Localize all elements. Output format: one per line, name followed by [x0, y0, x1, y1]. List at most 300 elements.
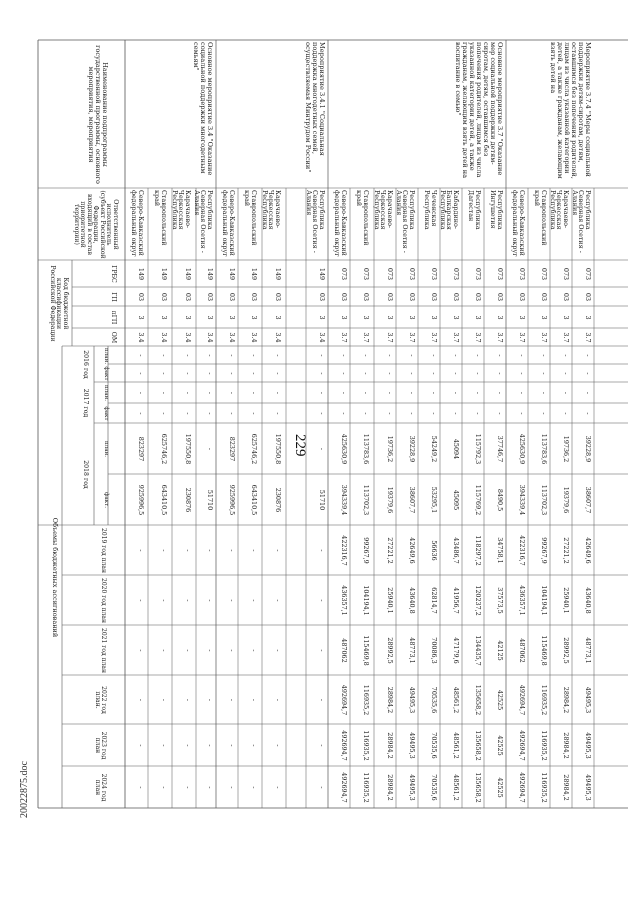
- table-cell-p2017: -: [362, 391, 370, 395]
- table-cell-region: Республика Северная Осетия - Алания: [394, 190, 416, 253]
- table-cell-gp: 03: [228, 292, 236, 302]
- header-code-group: Код бюджетной классификации Российской Федерации: [49, 265, 69, 342]
- table-cell-p2018: 425630,9: [518, 433, 526, 465]
- table-cell-p2018: 19736,2: [386, 435, 394, 463]
- table-cell-f2018: 230876: [274, 487, 282, 513]
- table-cell-y2024: -: [206, 786, 214, 789]
- section-name: Мероприятие 3.4.1 "Социальная поддержка многодетных семей, осуществляемая Минтрудом России": [304, 42, 326, 173]
- table-cell-f2016: -: [518, 372, 526, 375]
- table-cell-y2024: -: [184, 786, 192, 789]
- table-cell-region: Республика Северная Осетия - Алания: [570, 190, 592, 253]
- table-cell-pgp: 3: [184, 315, 192, 320]
- table-cell-y2021: 28992,5: [562, 637, 570, 664]
- table-cell-y2024: -: [160, 786, 168, 789]
- table-cell-pgp: 3: [206, 315, 214, 320]
- table-cell-y2023: -: [137, 744, 145, 747]
- header-year-2021: 2021 год план: [100, 628, 107, 673]
- table-cell-f2018: 8490,5: [496, 488, 504, 512]
- table-cell-p2016: -: [540, 354, 548, 357]
- table-cell-y2020: 43640,8: [584, 587, 592, 614]
- table-cell-grbs: 073: [430, 267, 438, 281]
- table-cell-y2023: 116935,2: [362, 730, 370, 761]
- table-cell-y2020: -: [206, 599, 214, 602]
- table-cell-pgp: 3: [540, 315, 548, 320]
- table-cell-p2017: -: [496, 391, 504, 395]
- table-cell-om: 3.7: [540, 332, 548, 343]
- table-cell-gp: 03: [430, 292, 438, 302]
- table-cell-y2023: -: [184, 744, 192, 747]
- table-cell-f2016: -: [584, 372, 592, 375]
- table-cell-y2023: -: [274, 744, 282, 747]
- table-cell-p2018: 625746,2: [160, 433, 168, 465]
- table-cell-p2018: 823297: [137, 436, 145, 462]
- table-cell-y2019: -: [184, 549, 192, 552]
- table-cell-grbs: 149: [318, 267, 326, 281]
- table-cell-p2016: -: [340, 354, 348, 357]
- table-cell-grbs: 149: [228, 267, 236, 281]
- table-cell-grbs: 073: [518, 267, 526, 281]
- table-cell-y2022: -: [250, 698, 258, 702]
- table-cell-gp: 03: [540, 292, 548, 302]
- table-cell-y2020: -: [250, 599, 258, 602]
- table-cell-p2017: -: [137, 391, 145, 395]
- table-cell-y2021: -: [250, 649, 258, 652]
- table-cell-y2019: 43486,7: [452, 537, 460, 564]
- table-cell-y2022: 116935,2: [540, 684, 548, 716]
- table-cell-p2017: -: [228, 391, 236, 395]
- header-code-gp: ГП: [110, 292, 117, 302]
- table-cell-om: 3.7: [340, 332, 348, 343]
- table-cell-om: 3.4: [160, 332, 168, 343]
- table-cell-p2016: -: [184, 354, 192, 357]
- table-cell-gp: 03: [362, 292, 370, 302]
- table-cell-f2016: -: [474, 372, 482, 375]
- table-cell-p2018: 425630,9: [340, 433, 348, 465]
- table-cell-region: Ставропольский край: [355, 190, 370, 246]
- table-cell-y2021: 47179,6: [452, 637, 460, 664]
- table-cell-grbs: 073: [340, 267, 348, 281]
- table-cell-p2016: -: [160, 354, 168, 357]
- table-cell-y2019: 27221,2: [386, 537, 394, 564]
- table-cell-pgp: 3: [362, 315, 370, 320]
- table-cell-y2019: -: [250, 549, 258, 552]
- header-volume-group: Объемы бюджетных ассигнований: [51, 517, 59, 638]
- header-code-grbs: ГРБС: [110, 265, 117, 283]
- table-cell-p2016: -: [362, 354, 370, 357]
- table-cell-y2023: 28984,2: [386, 732, 394, 759]
- table-cell-pgp: 3: [584, 315, 592, 320]
- table-cell-y2019: 56636: [430, 540, 438, 561]
- table-cell-f2018: 230876: [184, 487, 192, 513]
- table-cell-f2017: -: [274, 412, 282, 415]
- table-cell-om: 3.7: [562, 332, 570, 343]
- table-cell-f2018: 925996,5: [228, 484, 236, 516]
- table-cell-y2022: 49495,3: [408, 686, 416, 714]
- header-plan-2016: план.: [103, 348, 109, 365]
- table-cell-f2017: -: [160, 412, 168, 415]
- table-cell-region: Республика Северная Осетия - Алания: [304, 190, 326, 253]
- table-cell-f2018: 38607,7: [584, 486, 592, 514]
- table-cell-region: Северо-Кавказский федеральный округ: [511, 190, 526, 257]
- table-cell-y2024: 42525: [496, 777, 504, 798]
- table-cell-p2018: 37746,7: [496, 435, 504, 463]
- header-year-2018: 2018 год: [82, 460, 89, 489]
- table-cell-f2016: -: [362, 372, 370, 375]
- table-cell-y2022: -: [274, 698, 282, 702]
- table-cell-grbs: 073: [362, 267, 370, 281]
- table-cell-p2017: -: [250, 391, 258, 395]
- table-cell-f2017: -: [430, 412, 438, 415]
- table-cell-y2019: 118297,2: [474, 535, 482, 566]
- table-cell-region: Северо-Кавказский федеральный округ: [130, 190, 145, 257]
- table-cell-pgp: 3: [430, 315, 438, 320]
- table-cell-grbs: 073: [408, 267, 416, 281]
- table-cell-region: Ставропольский край: [243, 190, 258, 246]
- table-cell-grbs: 149: [184, 267, 192, 281]
- table-cell-y2019: -: [274, 549, 282, 552]
- header-code-om: ОМ: [110, 331, 117, 344]
- table-cell-region: Кабардино-Балкарская Республика: [438, 190, 460, 230]
- table-cell-p2016: -: [206, 354, 214, 357]
- table-cell-y2024: 492694,7: [518, 772, 526, 803]
- table-cell-f2017: -: [184, 412, 192, 415]
- table-cell-pgp: 3: [474, 315, 482, 320]
- table-cell-f2017: -: [318, 412, 326, 415]
- table-cell-y2022: -: [137, 698, 145, 702]
- table-cell-y2020: -: [160, 599, 168, 602]
- table-cell-f2017: -: [340, 412, 348, 415]
- table-cell-y2019: 422316,7: [340, 535, 348, 566]
- table-cell-region: Республика Северная Осетия - Алания: [192, 190, 214, 253]
- table-cell-f2017: -: [562, 412, 570, 415]
- table-cell-f2018: 53295,1: [430, 486, 438, 514]
- section-name: Мероприятие 3.7.4 "Меры социальной поддержки детям-сиротам, детям, оставшимся без попечения родителей, лицам из числа указанной категории детей, а также гражданам, желающим взять детей на: [549, 42, 592, 179]
- table-cell-f2018: 51710: [318, 489, 326, 511]
- table-cell-y2023: 70535,6: [430, 732, 438, 759]
- table-cell-y2022: 42525: [496, 689, 504, 711]
- table-cell-y2020: 104194,1: [540, 585, 548, 616]
- table-cell-gp: 03: [318, 292, 326, 302]
- table-cell-region: Северо-Кавказский федеральный округ: [221, 190, 236, 257]
- table-cell-region: Северо-Кавказский федеральный округ: [333, 190, 348, 257]
- table-cell-gp: 03: [452, 292, 460, 302]
- table-cell-om: 3.4: [228, 332, 236, 343]
- table-cell-grbs: 149: [160, 267, 168, 281]
- table-cell-pgp: 3: [340, 315, 348, 320]
- table-cell-gp: 03: [184, 292, 192, 302]
- table-cell-y2023: -: [228, 744, 236, 747]
- table-cell-f2016: -: [160, 372, 168, 375]
- table-cell-om: 3.7: [362, 332, 370, 343]
- table-cell-y2020: 436357,1: [518, 585, 526, 616]
- table-cell-f2017: -: [584, 412, 592, 415]
- table-cell-y2024: 116935,2: [362, 772, 370, 803]
- header-year-2020: 2020 год план: [100, 578, 107, 623]
- table-cell-f2016: -: [228, 372, 236, 375]
- table-cell-pgp: 3: [137, 315, 145, 320]
- table-cell-region: Карачаево-Черкесская Республика: [372, 190, 394, 230]
- table-cell-y2021: 70086,3: [430, 637, 438, 664]
- table-cell-y2020: -: [318, 599, 326, 602]
- table-cell-grbs: 073: [452, 267, 460, 281]
- table-cell-y2022: 116935,2: [362, 684, 370, 716]
- table-cell-f2016: -: [496, 372, 504, 375]
- table-cell-y2022: 28984,2: [562, 686, 570, 714]
- table-cell-grbs: 149: [137, 267, 145, 281]
- table-cell-p2017: -: [562, 391, 570, 395]
- table-cell-p2016: -: [474, 354, 482, 357]
- table-cell-y2024: 28984,2: [562, 774, 570, 801]
- table-cell-y2019: -: [160, 549, 168, 552]
- table-cell-y2019: -: [318, 549, 326, 552]
- table-cell-pgp: 3: [562, 315, 570, 320]
- table-cell-p2017: -: [540, 391, 548, 395]
- table-cell-y2022: -: [184, 698, 192, 702]
- table-cell-y2024: -: [137, 786, 145, 789]
- table-cell-y2024: 116935,2: [540, 772, 548, 803]
- table-cell-y2023: 492694,7: [518, 730, 526, 761]
- table-cell-f2016: -: [540, 372, 548, 375]
- table-cell-f2017: -: [362, 412, 370, 415]
- table-cell-p2018: 19736,2: [562, 435, 570, 463]
- table-cell-om: 3.4: [274, 332, 282, 343]
- table-cell-p2018: 197550,8: [184, 433, 192, 465]
- table-cell-p2017: -: [340, 391, 348, 395]
- table-cell-f2018: 19379,6: [386, 486, 394, 514]
- table-cell-y2023: -: [206, 744, 214, 747]
- table-cell-y2019: -: [137, 549, 145, 552]
- table-cell-y2020: -: [228, 599, 236, 602]
- table-cell-pgp: 3: [386, 315, 394, 320]
- table-cell-y2021: 134435,7: [474, 635, 482, 666]
- table-cell-grbs: 073: [386, 267, 394, 281]
- table-cell-p2016: -: [562, 354, 570, 357]
- table-cell-y2020: 37573,5: [496, 587, 504, 614]
- table-cell-gp: 03: [206, 292, 214, 302]
- table-cell-y2023: 135658,2: [474, 730, 482, 761]
- table-cell-pgp: 3: [318, 315, 326, 320]
- table-cell-p2018: 54249,2: [430, 435, 438, 463]
- table-cell-region: Ставропольский край: [153, 190, 168, 246]
- table-cell-y2022: 492694,7: [340, 684, 348, 716]
- table-cell-f2018: 394339,4: [340, 484, 348, 516]
- table-cell-p2018: 39228,9: [584, 435, 592, 463]
- table-cell-y2020: 43640,8: [408, 587, 416, 614]
- header-fact-2017: факт: [103, 406, 109, 421]
- table-cell-f2016: -: [250, 372, 258, 375]
- table-cell-grbs: 073: [562, 267, 570, 281]
- table-cell-y2019: 27221,2: [562, 537, 570, 564]
- table-cell-f2016: -: [137, 372, 145, 375]
- table-cell-region: Карачаево-Черкесская Республика: [548, 190, 570, 230]
- table-cell-region: Республика Ингушетия: [489, 190, 504, 230]
- table-cell-f2017: -: [518, 412, 526, 415]
- table-cell-region: Ставропольский край: [533, 190, 548, 246]
- table-cell-p2018: 625746,2: [250, 433, 258, 465]
- table-cell-grbs: 073: [474, 267, 482, 281]
- table-cell-y2020: -: [274, 599, 282, 602]
- table-cell-f2018: 113702,3: [362, 484, 370, 516]
- table-cell-y2024: 492694,7: [340, 772, 348, 803]
- table-cell-f2018: 925996,5: [137, 484, 145, 516]
- table-cell-om: 3.7: [518, 332, 526, 343]
- table-cell-om: 3.7: [474, 332, 482, 343]
- table-cell-gp: 03: [584, 292, 592, 302]
- table-cell-y2019: 34758,1: [496, 537, 504, 564]
- table-cell-y2022: 492694,7: [518, 684, 526, 716]
- table-cell-pgp: 3: [518, 315, 526, 320]
- table-cell-om: 3.4: [206, 332, 214, 343]
- table-cell-f2017: -: [228, 412, 236, 415]
- table-cell-p2017: -: [274, 391, 282, 395]
- table-cell-region: Карачаево-Черкесская Республика: [260, 190, 282, 230]
- table-cell-y2020: 120237,2: [474, 585, 482, 616]
- table-cell-p2017: -: [474, 391, 482, 395]
- table-cell-gp: 03: [562, 292, 570, 302]
- table-cell-y2024: -: [274, 786, 282, 789]
- header-year-2023: 2023 год план: [93, 731, 107, 760]
- table-cell-y2023: 492694,7: [340, 730, 348, 761]
- table-cell-y2020: 41956,7: [452, 587, 460, 614]
- table-cell-p2016: -: [452, 354, 460, 357]
- table-cell-om: 3.4: [137, 332, 145, 343]
- table-cell-y2021: -: [137, 649, 145, 652]
- table-cell-y2023: 48561,2: [452, 732, 460, 759]
- table-cell-grbs: 073: [496, 267, 504, 281]
- section-name: Основное мероприятие 3.4 "Оказание социальной поддержки многодетным семьям": [192, 42, 214, 176]
- header-year-2017: 2017 год: [82, 388, 89, 418]
- table-cell-f2016: -: [206, 372, 214, 375]
- table-cell-f2017: -: [386, 412, 394, 415]
- table-cell-y2022: -: [160, 698, 168, 702]
- table-cell-y2021: 115469,8: [540, 635, 548, 666]
- table-cell-p2018: -: [318, 447, 326, 451]
- header-fact-2018: факт.: [103, 491, 109, 509]
- table-cell-y2021: 48773,1: [408, 637, 416, 664]
- table-cell-p2017: -: [184, 391, 192, 395]
- table-cell-y2024: -: [250, 786, 258, 789]
- table-cell-y2020: -: [137, 599, 145, 602]
- table-cell-p2018: 197550,8: [274, 433, 282, 465]
- table-cell-gp: 03: [250, 292, 258, 302]
- header-name: Наименование подпрограммы государственной программы, основного мероприятия, мероприятия: [87, 45, 109, 184]
- table-cell-f2018: 19379,6: [562, 486, 570, 514]
- table-cell-y2019: 99267,9: [540, 537, 548, 564]
- table-cell-p2017: -: [452, 391, 460, 395]
- table-cell-y2022: 48561,2: [452, 686, 460, 714]
- table-cell-p2018: -: [206, 447, 214, 451]
- table-cell-f2016: -: [386, 372, 394, 375]
- table-cell-p2016: -: [496, 354, 504, 357]
- table-cell-f2018: 38607,7: [408, 486, 416, 514]
- table-cell-f2018: 51710: [206, 489, 214, 511]
- table-cell-gp: 03: [474, 292, 482, 302]
- table-cell-y2019: 422316,7: [518, 535, 526, 566]
- table-cell-y2022: 135658,2: [474, 684, 482, 716]
- table-cell-om: 3.7: [386, 332, 394, 343]
- table-cell-p2016: -: [386, 354, 394, 357]
- table-cell-region: Чеченская Республика: [423, 190, 438, 230]
- table-cell-gp: 03: [137, 292, 145, 302]
- table-cell-y2021: -: [274, 649, 282, 652]
- table-cell-p2017: -: [584, 391, 592, 395]
- table-cell-y2021: 487062: [340, 638, 348, 663]
- table-cell-y2020: 104194,1: [362, 585, 370, 616]
- table-cell-pgp: 3: [250, 315, 258, 320]
- table-cell-y2021: 115469,8: [362, 635, 370, 666]
- table-cell-y2024: 135658,2: [474, 772, 482, 803]
- table-cell-y2023: -: [250, 744, 258, 747]
- table-cell-y2024: -: [228, 786, 236, 789]
- table-cell-y2023: -: [160, 744, 168, 747]
- table-cell-y2020: 25940,1: [386, 587, 394, 614]
- table-cell-f2017: -: [408, 412, 416, 415]
- table-cell-y2022: -: [206, 698, 214, 702]
- table-cell-y2023: -: [318, 744, 326, 747]
- table-cell-y2019: 42649,6: [408, 537, 416, 564]
- table-cell-y2023: 116935,2: [540, 730, 548, 761]
- table-cell-gp: 03: [408, 292, 416, 302]
- table-cell-om: 3.4: [184, 332, 192, 343]
- table-cell-p2017: -: [430, 391, 438, 395]
- header-year-2024: 2024 год план: [93, 773, 107, 802]
- header-region: Ответственный исполнитель (субъект Российской Федерации, входящий в состав приоритетной территории): [73, 190, 119, 259]
- table-cell-y2022: 49495,3: [584, 686, 592, 714]
- page-number: 229: [292, 434, 308, 457]
- table-cell-p2018: 823297: [228, 436, 236, 462]
- table-cell-f2017: -: [206, 412, 214, 415]
- table-cell-p2018: 113783,6: [540, 433, 548, 465]
- table-cell-f2016: -: [184, 372, 192, 375]
- table-cell-region: Республика Дагестан: [467, 190, 482, 230]
- table-cell-f2017: -: [540, 412, 548, 415]
- table-cell-y2021: 48773,1: [584, 637, 592, 664]
- table-cell-om: 3.4: [250, 332, 258, 343]
- table-cell-gp: 03: [274, 292, 282, 302]
- table-cell-f2016: -: [318, 372, 326, 375]
- table-cell-y2021: -: [160, 649, 168, 652]
- table-cell-y2021: 28992,5: [386, 637, 394, 664]
- table-cell-p2017: -: [160, 391, 168, 395]
- table-cell-f2017: -: [137, 412, 145, 415]
- table-cell-f2018: 394339,4: [518, 484, 526, 516]
- table-cell-f2018: 45095: [452, 489, 460, 511]
- header-fact-2016: факт: [103, 366, 109, 381]
- table-cell-gp: 03: [386, 292, 394, 302]
- table-cell-f2017: -: [474, 412, 482, 415]
- table-cell-region: Карачаево-Черкесская Республика: [170, 190, 192, 230]
- table-cell-p2016: -: [318, 354, 326, 357]
- table-cell-p2017: -: [386, 391, 394, 395]
- table-cell-y2022: 70535,6: [430, 686, 438, 714]
- table-cell-f2016: -: [340, 372, 348, 375]
- table-cell-p2017: -: [318, 391, 326, 395]
- header-plan-2018: план.: [103, 440, 109, 458]
- table-cell-y2021: -: [318, 649, 326, 652]
- table-cell-y2022: -: [318, 698, 326, 702]
- table-cell-y2021: -: [184, 649, 192, 652]
- table-cell-gp: 03: [160, 292, 168, 302]
- table-cell-gp: 03: [518, 292, 526, 302]
- header-year-2016: 2016 год: [82, 350, 89, 379]
- table-cell-p2018: 115792,3: [474, 433, 482, 465]
- table-cell-y2019: 42649,6: [584, 537, 592, 564]
- table-cell-om: 3.4: [318, 332, 326, 343]
- table-cell-f2017: -: [250, 412, 258, 415]
- table-cell-y2019: 99267,9: [362, 537, 370, 564]
- table-cell-y2019: -: [206, 549, 214, 552]
- table-cell-f2018: 113702,3: [540, 484, 548, 516]
